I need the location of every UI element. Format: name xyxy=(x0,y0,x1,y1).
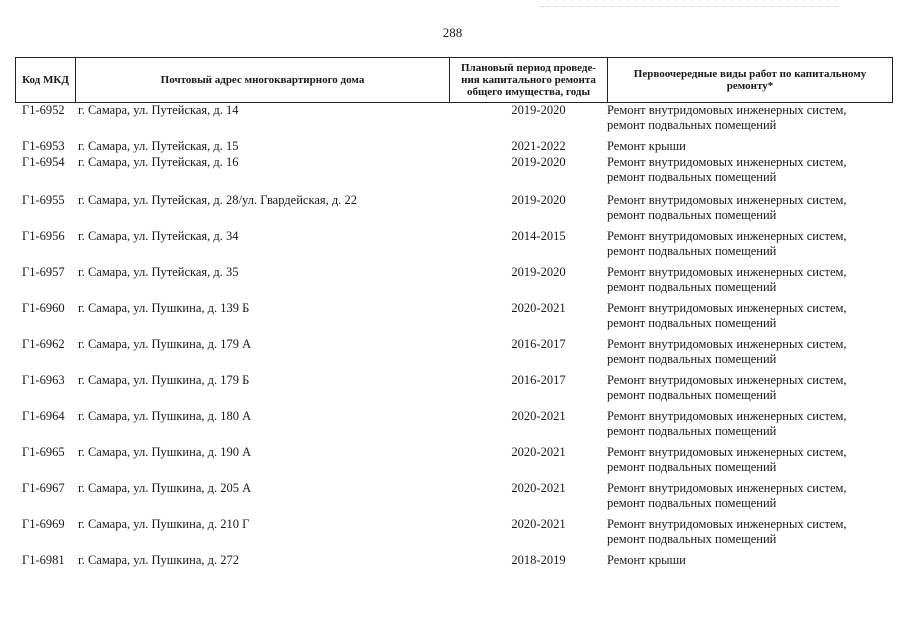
row-code: Г1-6956 xyxy=(22,229,65,243)
row-address: г. Самара, ул. Путейская, д. 34 xyxy=(78,229,239,243)
row-address: г. Самара, ул. Пушкина, д. 179 Б xyxy=(78,373,250,387)
row-works-line: Ремонт внутридомовых инженерных систем, xyxy=(607,193,847,207)
row-address: г. Самара, ул. Пушкина, д. 139 Б xyxy=(78,301,250,315)
row-address: г. Самара, ул. Пушкина, д. 190 А xyxy=(78,445,252,459)
row-works xyxy=(607,301,892,331)
table-row xyxy=(15,265,893,301)
row-works-line: Ремонт внутридомовых инженерных систем, xyxy=(607,445,847,459)
row-works-line: ремонт подвальных помещений xyxy=(607,352,777,366)
table-row xyxy=(15,373,893,409)
row-works-line: Ремонт внутридомовых инженерных систем, xyxy=(607,301,847,315)
row-works-line: ремонт подвальных помещений xyxy=(607,532,777,546)
row-code: Г1-6969 xyxy=(22,517,65,531)
row-works xyxy=(607,193,892,223)
row-period: 2020-2021 xyxy=(511,481,566,495)
row-period: 2018-2019 xyxy=(511,553,566,567)
table-row xyxy=(15,481,893,517)
table-row xyxy=(15,139,893,155)
row-works-line: ремонт подвальных помещений xyxy=(607,244,777,258)
row-works-line: Ремонт внутридомовых инженерных систем, xyxy=(607,517,847,531)
row-works xyxy=(607,139,892,154)
table-row xyxy=(15,337,893,373)
row-address: г. Самара, ул. Пушкина, д. 179 А xyxy=(78,337,252,351)
row-code: Г1-6952 xyxy=(22,103,65,117)
row-period: 2019-2020 xyxy=(511,155,566,169)
row-works-line: Ремонт крыши xyxy=(607,553,686,567)
row-period: 2019-2020 xyxy=(511,193,566,207)
row-works-line: ремонт подвальных помещений xyxy=(607,424,777,438)
row-works-line: ремонт подвальных помещений xyxy=(607,280,777,294)
header-address: Почтовый адрес многоквартирного дома xyxy=(76,58,450,102)
row-works-line: Ремонт внутридомовых инженерных систем, xyxy=(607,155,847,169)
header-code: Код МКД xyxy=(16,58,76,102)
table-row xyxy=(15,229,893,265)
header-period xyxy=(450,58,608,102)
row-code: Г1-6963 xyxy=(22,373,65,387)
row-works xyxy=(607,481,892,511)
row-works-line: ремонт подвальных помещений xyxy=(607,388,777,402)
table-row xyxy=(15,445,893,481)
row-period: 2014-2015 xyxy=(511,229,566,243)
row-works xyxy=(607,155,892,185)
row-works-line: Ремонт крыши xyxy=(607,139,686,153)
row-period: 2016-2017 xyxy=(511,373,566,387)
table-row xyxy=(15,553,893,573)
row-works-line: ремонт подвальных помещений xyxy=(607,170,777,184)
row-code: Г1-6981 xyxy=(22,553,65,567)
row-address: г. Самара, ул. Пушкина, д. 180 А xyxy=(78,409,252,423)
row-code: Г1-6965 xyxy=(22,445,65,459)
row-works xyxy=(607,103,892,133)
row-code: Г1-6955 xyxy=(22,193,65,207)
row-code: Г1-6953 xyxy=(22,139,65,153)
row-works-line: ремонт подвальных помещений xyxy=(607,316,777,330)
table-header xyxy=(15,57,893,103)
row-period: 2021-2022 xyxy=(511,139,566,153)
row-works xyxy=(607,409,892,439)
row-period: 2020-2021 xyxy=(511,445,566,459)
row-works-line: Ремонт внутридомовых инженерных систем, xyxy=(607,481,847,495)
table-row xyxy=(15,409,893,445)
scan-artifact xyxy=(540,6,840,10)
row-code: Г1-6962 xyxy=(22,337,65,351)
row-works-line: Ремонт внутридомовых инженерных систем, xyxy=(607,229,847,243)
header-works-line: Первоочередные виды работ по капитальному xyxy=(633,68,867,80)
row-works xyxy=(607,373,892,403)
row-address: г. Самара, ул. Путейская, д. 14 xyxy=(78,103,239,117)
row-address: г. Самара, ул. Пушкина, д. 205 А xyxy=(78,481,252,495)
row-works xyxy=(607,445,892,475)
row-address: г. Самара, ул. Путейская, д. 15 xyxy=(78,139,239,153)
row-address: г. Самара, ул. Путейская, д. 35 xyxy=(78,265,239,279)
row-period: 2020-2021 xyxy=(511,517,566,531)
row-period: 2020-2021 xyxy=(511,301,566,315)
row-code: Г1-6960 xyxy=(22,301,65,315)
row-address: г. Самара, ул. Путейская, д. 16 xyxy=(78,155,239,169)
row-period: 2020-2021 xyxy=(511,409,566,423)
table-row xyxy=(15,155,893,193)
row-works-line: Ремонт внутридомовых инженерных систем, xyxy=(607,409,847,423)
row-address: г. Самара, ул. Пушкина, д. 272 xyxy=(78,553,239,567)
row-address: г. Самара, ул. Путейская, д. 28/ул. Гвардейская, д. 22 xyxy=(78,193,357,207)
row-works-line: ремонт подвальных помещений xyxy=(607,496,777,510)
row-works-line: Ремонт внутридомовых инженерных систем, xyxy=(607,337,847,351)
row-works xyxy=(607,553,892,568)
row-works xyxy=(607,265,892,295)
row-period: 2019-2020 xyxy=(511,265,566,279)
page-number: 288 xyxy=(442,25,463,40)
row-works xyxy=(607,229,892,259)
row-works xyxy=(607,517,892,547)
table-row xyxy=(15,301,893,337)
table-row xyxy=(15,193,893,229)
row-works-line: Ремонт внутридомовых инженерных систем, xyxy=(607,265,847,279)
row-works-line: ремонт подвальных помещений xyxy=(607,460,777,474)
row-period: 2016-2017 xyxy=(511,337,566,351)
row-works-line: Ремонт внутридомовых инженерных систем, xyxy=(607,373,847,387)
row-code: Г1-6957 xyxy=(22,265,65,279)
table-row xyxy=(15,517,893,553)
row-works xyxy=(607,337,892,367)
header-period-line: общего имущества, годы xyxy=(466,86,591,98)
header-period-line: Плановый период проведе- xyxy=(460,62,597,74)
header-works-line: ремонту* xyxy=(726,80,774,92)
row-works-line: ремонт подвальных помещений xyxy=(607,118,777,132)
row-period: 2019-2020 xyxy=(511,103,566,117)
row-works-line: ремонт подвальных помещений xyxy=(607,208,777,222)
row-code: Г1-6964 xyxy=(22,409,65,423)
table-body xyxy=(15,103,893,573)
row-address: г. Самара, ул. Пушкина, д. 210 Г xyxy=(78,517,250,531)
row-code: Г1-6954 xyxy=(22,155,65,169)
header-works xyxy=(608,58,892,102)
row-code: Г1-6967 xyxy=(22,481,65,495)
row-works-line: Ремонт внутридомовых инженерных систем, xyxy=(607,103,847,117)
table-row xyxy=(15,103,893,139)
header-period-line: ния капитального ремонта xyxy=(461,74,596,86)
